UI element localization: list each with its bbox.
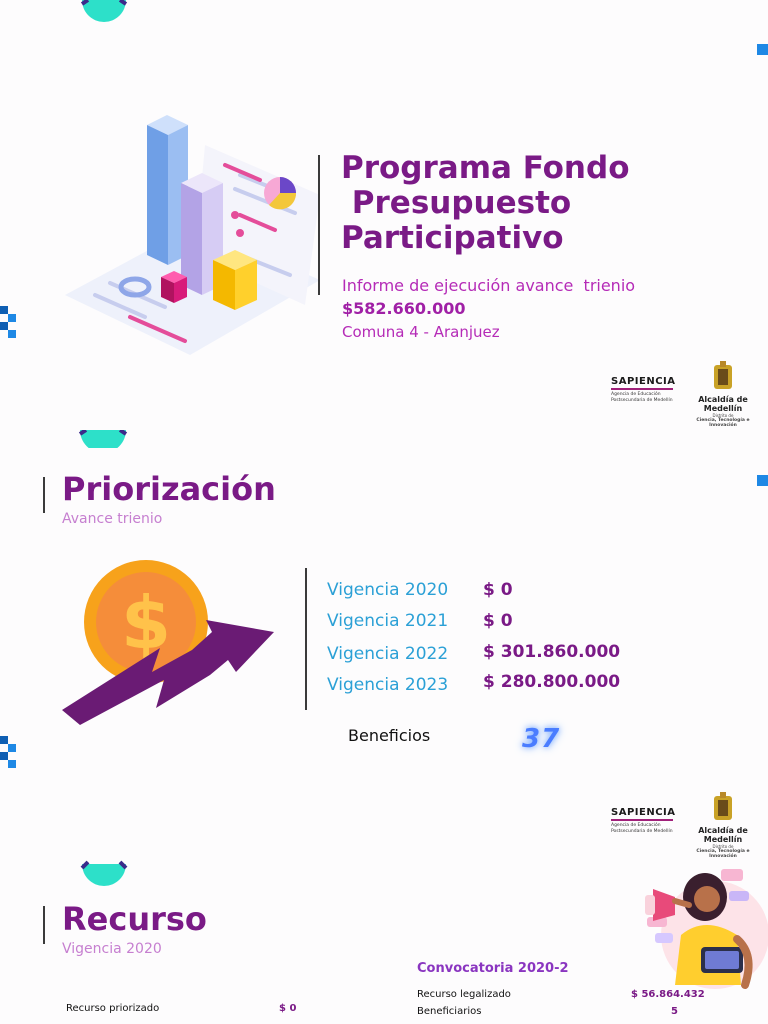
pixel-decoration	[757, 44, 768, 55]
slide-cover	[0, 0, 768, 430]
vigencia-amount: $ 0	[483, 611, 513, 631]
vigencia-label: Vigencia 2023	[327, 675, 449, 695]
cover-title	[341, 151, 630, 256]
title-line-3: Participativo	[341, 220, 564, 256]
sapiencia-logo: SAPIENCIA Agencia de Educación Postsecundaria de Medellín	[611, 376, 676, 403]
title-divider	[43, 477, 45, 513]
half-circle-decoration	[80, 860, 128, 892]
woman-megaphone-illustration	[645, 865, 768, 1000]
slide-priorizacion	[0, 430, 768, 860]
total-amount: $582.660.000	[342, 299, 466, 318]
vertical-divider	[318, 155, 320, 295]
recurso-legalizado-label: Recurso legalizado	[417, 989, 511, 1000]
title-line-2: Presupuesto	[341, 185, 572, 221]
section-title: Recurso	[62, 900, 207, 938]
recurso-priorizado-value: $ 0	[279, 1003, 297, 1014]
vigencia-amount: $ 0	[483, 580, 513, 600]
growth-coin-illustration	[60, 560, 280, 730]
convocatoria-title: Convocatoria 2020-2	[417, 961, 569, 976]
sapiencia-logo: SAPIENCIA Agencia de Educación Postsecundaria de Medellín	[611, 807, 676, 834]
beneficiarios-value: 5	[671, 1006, 678, 1017]
vertical-divider	[305, 568, 307, 710]
report-subtitle: Informe de ejecución avance trienio	[342, 276, 636, 295]
business-chart-illustration	[55, 105, 320, 365]
section-subtitle: Vigencia 2020	[62, 941, 162, 957]
vigencia-label: Vigencia 2020	[327, 580, 449, 600]
recurso-legalizado-value: $ 56.864.432	[631, 989, 705, 1000]
vigencia-amount: $ 301.860.000	[483, 642, 621, 662]
section-title: Priorización	[62, 470, 276, 508]
vigencia-label: Vigencia 2021	[327, 611, 449, 631]
alcaldia-logo: Alcaldía de Medellín Distrito de Ciencia, Tecnología e Innovación	[686, 361, 760, 428]
section-subtitle: Avance trienio	[62, 511, 163, 527]
half-circle-decoration	[80, 0, 128, 32]
beneficios-value: 37	[522, 724, 561, 754]
title-line-1: Programa Fondo	[341, 150, 630, 186]
svg-text:$: $	[120, 581, 172, 665]
vigencia-amount: $ 280.800.000	[483, 672, 621, 692]
slide-recurso	[0, 860, 768, 1024]
pixel-decoration	[757, 475, 768, 486]
alcaldia-logo: Alcaldía de Medellín Distrito de Ciencia, Tecnología e Innovación	[686, 792, 760, 859]
beneficios-label: Beneficios	[348, 726, 431, 745]
vigencia-label: Vigencia 2022	[327, 644, 449, 664]
title-divider	[43, 906, 45, 944]
coat-of-arms-icon	[712, 792, 734, 822]
beneficiarios-label: Beneficiarios	[417, 1006, 482, 1017]
coat-of-arms-icon	[712, 361, 734, 391]
half-circle-decoration	[78, 430, 128, 448]
recurso-priorizado-label: Recurso priorizado	[66, 1003, 160, 1014]
comuna-label: Comuna 4 - Aranjuez	[342, 323, 500, 341]
